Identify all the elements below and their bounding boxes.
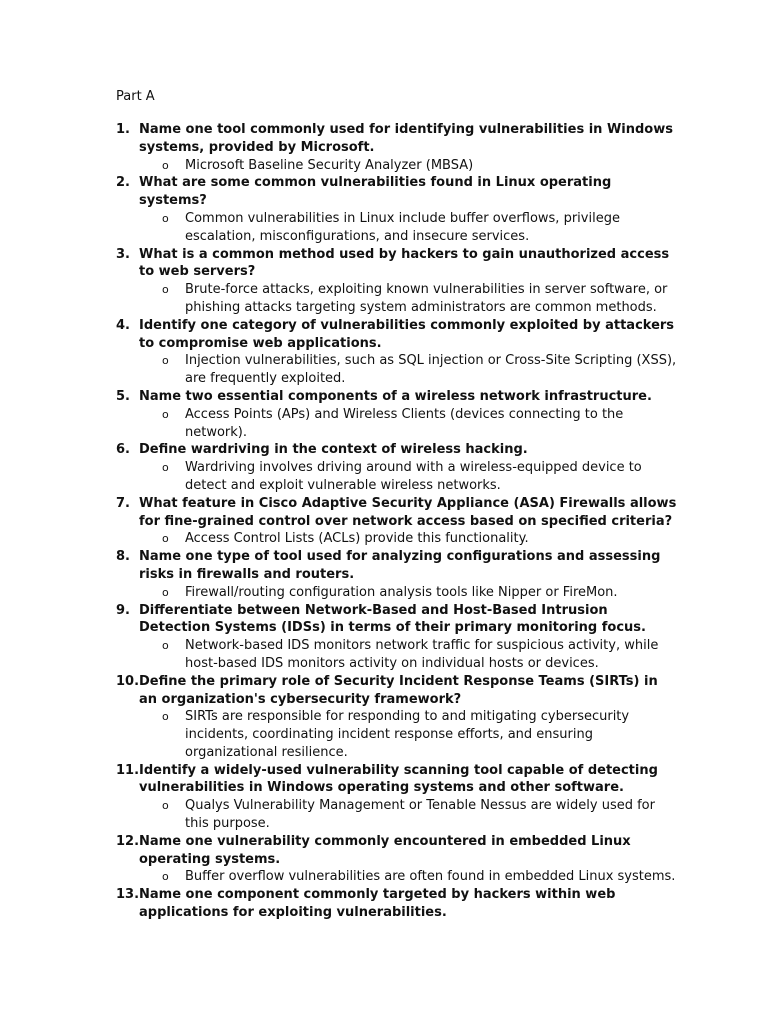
- answer-line: [0, 281, 768, 317]
- answer-line: [0, 210, 768, 246]
- answer-line: [0, 352, 768, 388]
- question-text: What are some common vulnerabilities found in Linux operating systems?: [139, 175, 612, 209]
- question-text: Name one type of tool used for analyzing configurations and assessing risks in firewalls and routers.: [139, 549, 661, 582]
- hollow-bullet-icon: o: [162, 799, 169, 813]
- question-text: What feature in Cisco Adaptive Security Appliance (ASA) Firewalls allows for fine-grained control over network access based on specified criteria?: [139, 495, 677, 529]
- question-text: Identify a widely-used vulnerability scanning tool capable of detecting vulnerabilities in Windows operating systems and other software.: [139, 762, 658, 796]
- question-text: Name one vulnerability commonly encountered in embedded Linux operating systems.: [139, 833, 631, 867]
- hollow-bullet-icon: o: [162, 532, 169, 546]
- answer-line: [0, 584, 768, 602]
- question-number: 4.: [116, 317, 130, 333]
- question-number: 7.: [116, 495, 130, 511]
- hollow-bullet-icon: o: [162, 283, 169, 297]
- question-number: 2.: [116, 175, 130, 191]
- answer-line: [0, 406, 768, 442]
- question-number: 10.: [116, 673, 140, 689]
- question-number: 6.: [116, 442, 130, 458]
- hollow-bullet-icon: o: [162, 639, 169, 653]
- question-text: Define wardriving in the context of wireless hacking.: [139, 442, 528, 458]
- answer-text: Network-based IDS monitors network traffic for suspicious activity, while host-based IDS monitors activity on individual hosts or devices.: [185, 638, 659, 671]
- question-text: What is a common method used by hackers to gain unauthorized access to web servers?: [139, 246, 670, 280]
- answer-text: Access Points (APs) and Wireless Clients (devices connecting to the network).: [185, 406, 624, 440]
- question-text: Name one component commonly targeted by hackers within web applications for exploiting vulnerabilities.: [139, 887, 616, 921]
- hollow-bullet-icon: o: [162, 211, 169, 225]
- hollow-bullet-icon: o: [162, 461, 169, 475]
- answer-text: Injection vulnerabilities, such as SQL injection or Cross-Site Scripting (XSS), are frequently exploited.: [185, 353, 677, 387]
- question-text: Differentiate between Network-Based and Host-Based Intrusion Detection Systems (IDSs) in terms of their primary monitoring focus.: [139, 602, 646, 636]
- answer-line: [0, 459, 768, 495]
- question-item: [0, 602, 768, 673]
- answer-text: Firewall/routing configuration analysis tools like Nipper or FireMon.: [185, 584, 618, 600]
- question-text: Name two essential components of a wireless network infrastructure.: [139, 388, 652, 404]
- answer-line: [0, 708, 768, 761]
- question-item: [0, 833, 768, 886]
- hollow-bullet-icon: o: [162, 354, 169, 368]
- question-item: [0, 388, 768, 441]
- question-item: [0, 548, 768, 601]
- answer-text: Buffer overflow vulnerabilities are often found in embedded Linux systems.: [185, 869, 676, 885]
- question-number: 9.: [116, 602, 130, 618]
- answer-line: [0, 530, 768, 548]
- question-number: 8.: [116, 549, 130, 565]
- answer-text: SIRTs are responsible for responding to and mitigating cybersecurity incidents, coordinating incident response efforts, and ensuring organizational resilience.: [185, 709, 630, 760]
- answer-text: Access Control Lists (ACLs) provide this functionality.: [185, 531, 529, 547]
- question-number: 3.: [116, 246, 130, 262]
- answer-line: [0, 797, 768, 833]
- hollow-bullet-icon: o: [162, 158, 169, 172]
- question-item: [0, 886, 768, 922]
- answer-text: Microsoft Baseline Security Analyzer (MBSA): [185, 157, 474, 173]
- question-item: [0, 441, 768, 494]
- question-item: [0, 673, 768, 762]
- answer-line: [0, 157, 768, 175]
- section-heading: Part A: [116, 89, 155, 104]
- answer-text: Wardriving involves driving around with a wireless-equipped device to detect and exploit vulnerable wireless networks.: [185, 460, 642, 493]
- question-item: [0, 121, 768, 174]
- answer-line: [0, 868, 768, 886]
- answer-text: Brute-force attacks, exploiting known vulnerabilities in server software, or phishing attacks targeting system administrators are common methods.: [185, 282, 668, 315]
- question-item: [0, 762, 768, 833]
- question-text: Define the primary role of Security Incident Response Teams (SIRTs) in an organization's cybersecurity framework?: [139, 673, 658, 707]
- hollow-bullet-icon: o: [162, 710, 169, 724]
- hollow-bullet-icon: o: [162, 407, 169, 421]
- hollow-bullet-icon: o: [162, 870, 169, 884]
- question-number: 13.: [116, 887, 140, 903]
- question-item: [0, 495, 768, 548]
- question-list: [0, 121, 768, 922]
- question-item: [0, 246, 768, 317]
- question-text: Name one tool commonly used for identifying vulnerabilities in Windows systems, provided by Microsoft.: [139, 122, 673, 155]
- question-number: 5.: [116, 388, 130, 404]
- question-number: 12.: [116, 833, 140, 849]
- question-number: 11.: [116, 762, 140, 778]
- question-item: [0, 317, 768, 388]
- question-text: Identify one category of vulnerabilities commonly exploited by attackers to compromise web applications.: [139, 317, 675, 351]
- answer-text: Common vulnerabilities in Linux include buffer overflows, privilege escalation, misconfigurations, and insecure services.: [185, 210, 620, 244]
- question-number: 1.: [116, 122, 130, 137]
- answer-text: Qualys Vulnerability Management or Tenable Nessus are widely used for this purpose.: [185, 798, 655, 832]
- question-item: [0, 174, 768, 245]
- hollow-bullet-icon: o: [162, 585, 169, 599]
- answer-line: [0, 637, 768, 673]
